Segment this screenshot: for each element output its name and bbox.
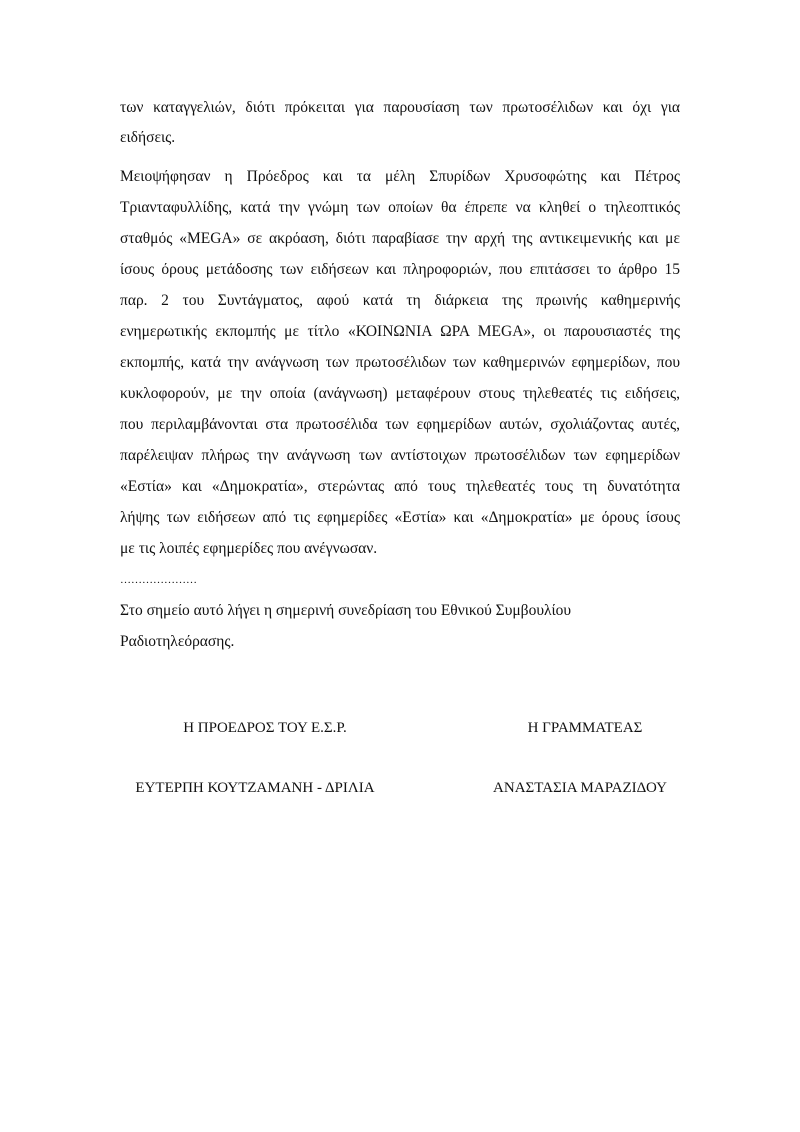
paragraph-2-line-5: παρ. 2 του Συντάγματος, αφού κατά τη διάρκεια της πρωινής καθημερινής — [120, 292, 680, 309]
paragraph-2-line-10: παρέλειψαν πλήρως την ανάγνωση των αντίστοιχων πρωτοσέλιδων των εφημερίδων — [120, 447, 680, 464]
paragraph-2-line-1: Μειοψήφησαν η Πρόεδρος και τα μέλη Σπυρίδων Χρυσοφώτης και Πέτρος — [120, 168, 680, 185]
separator-dots: ………………… — [120, 574, 197, 586]
paragraph-2-line-8: κυκλοφορούν, με την οποία (ανάγνωση) μεταφέρουν στους τηλεθεατές τις ειδήσεις, — [120, 385, 680, 402]
signature-title-president: Η ΠΡΟΕΔΡΟΣ ΤΟΥ Ε.Σ.Ρ. — [183, 720, 347, 736]
paragraph-2-line-4: ίσους όρους μετάδοσης των ειδήσεων και πληροφοριών, που επιτάσσει το άρθρο 15 — [120, 261, 680, 278]
paragraph-1-line-1: των καταγγελιών, διότι πρόκειται για παρουσίαση των πρωτοσέλιδων και όχι για — [120, 99, 680, 116]
signature-name-president: ΕΥΤΕΡΠΗ ΚΟΥΤΖΑΜΑΝΗ - ΔΡΙΛΙΑ — [135, 780, 375, 796]
paragraph-1-line-2: ειδήσεις. — [120, 129, 176, 146]
paragraph-2-line-3: σταθμός «MEGA» σε ακρόαση, διότι παραβίασε την αρχή της αντικειμενικής και με — [120, 230, 680, 247]
signature-title-secretary: Η ΓΡΑΜΜΑΤΕΑΣ — [527, 720, 643, 736]
signature-name-secretary: ΑΝΑΣΤΑΣΙΑ ΜΑΡΑΖΙΔΟΥ — [493, 780, 667, 796]
paragraph-2-line-11: «Εστία» και «Δημοκρατία», στερώντας από τους τηλεθεατές τους τη δυνατότητα — [120, 478, 680, 495]
paragraph-2-line-13: με τις λοιπές εφημερίδες που ανέγνωσαν. — [120, 540, 378, 557]
paragraph-2-line-7: εκπομπής, κατά την ανάγνωση των πρωτοσέλιδων των καθημερινών εφημερίδων, που — [120, 354, 680, 371]
closing-line-1: Στο σημείο αυτό λήγει η σημερινή συνεδρίαση του Εθνικού Συμβουλίου — [120, 602, 572, 619]
paragraph-2-line-6: ενημερωτικής εκπομπής με τίτλο «ΚΟΙΝΩΝΙΑ ΩΡΑ MEGA», οι παρουσιαστές της — [120, 323, 680, 340]
paragraph-2-line-12: λήψης των ειδήσεων από τις εφημερίδες «Εστία» και «Δημοκρατία» με όρους ίσους — [120, 509, 680, 526]
paragraph-2-line-9: που περιλαμβάνονται στα πρωτοσέλιδα των εφημερίδων αυτών, σχολιάζοντας αυτές, — [120, 416, 680, 433]
closing-line-2: Ραδιοτηλεόρασης. — [120, 633, 235, 650]
paragraph-2-line-2: Τριανταφυλλίδης, κατά την γνώμη των οποίων θα έπρεπε να κληθεί ο τηλεοπτικός — [120, 199, 680, 216]
